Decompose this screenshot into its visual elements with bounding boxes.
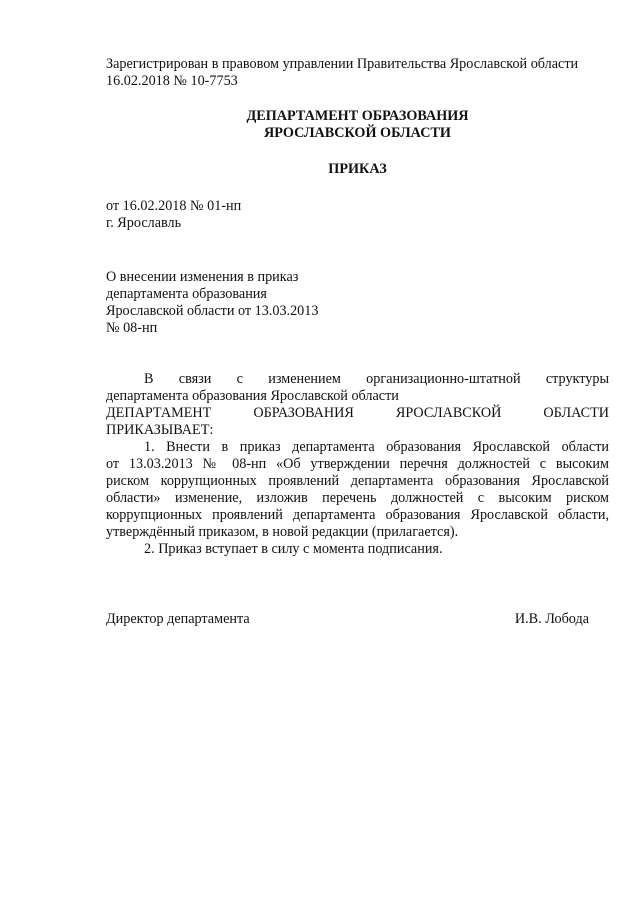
- item-1-line: области» изменение, изложив перечень должностей с высоким риском: [106, 490, 609, 506]
- subject-line: Ярославской области от 13.03.2013: [106, 303, 319, 319]
- date-number: от 16.02.2018 № 01-нп: [106, 198, 242, 214]
- document-type: ПРИКАЗ: [328, 161, 387, 177]
- department-heading: [106, 108, 609, 142]
- registration-block: [106, 56, 609, 90]
- document-page: [106, 56, 609, 628]
- item-1-line: коррупционных проявлений департамента образования Ярославской области,: [106, 507, 609, 523]
- subject-line: О внесении изменения в приказ: [106, 269, 299, 285]
- registration-number: 16.02.2018 № 10-7753: [106, 73, 238, 89]
- signatory-name: И.В. Лобода: [514, 611, 589, 627]
- city: г. Ярославль: [106, 215, 182, 231]
- department-name-line2: ЯРОСЛАВСКОЙ ОБЛАСТИ: [264, 125, 451, 141]
- subject-block: [106, 269, 609, 337]
- signature-row: [106, 611, 589, 628]
- item-1-line: утверждённый приказом, в новой редакции (прилагается).: [106, 524, 459, 540]
- subject-line: № 08-нп: [106, 320, 158, 336]
- item-1-line: от 13.03.2013 № 08-нп «Об утверждении перечня должностей с высоким: [106, 456, 609, 472]
- item-2-line: 2. Приказ вступает в силу с момента подписания.: [144, 541, 443, 557]
- registration-line: Зарегистрирован в правовом управлении Правительства Ярославской области: [106, 56, 579, 72]
- subject-line: департамента образования: [106, 286, 267, 302]
- preamble-line: департамента образования Ярославской области: [106, 388, 399, 404]
- orders-line: ДЕПАРТАМЕНТ ОБРАЗОВАНИЯ ЯРОСЛАВСКОЙ ОБЛАСТИ: [106, 405, 609, 421]
- item-1-line: риском коррупционных проявлений департамента образования Ярославской: [106, 473, 609, 489]
- department-name-line1: ДЕПАРТАМЕНТ ОБРАЗОВАНИЯ: [246, 108, 469, 124]
- document-meta: [106, 198, 609, 232]
- preamble-line: В связи с изменением организационно-штатной структуры: [144, 371, 609, 387]
- item-1-line: 1. Внести в приказ департамента образования Ярославской области: [144, 439, 609, 455]
- body-text: [106, 371, 609, 558]
- signatory-position: Директор департамента: [106, 611, 250, 627]
- orders-line: ПРИКАЗЫВАЕТ:: [106, 422, 214, 438]
